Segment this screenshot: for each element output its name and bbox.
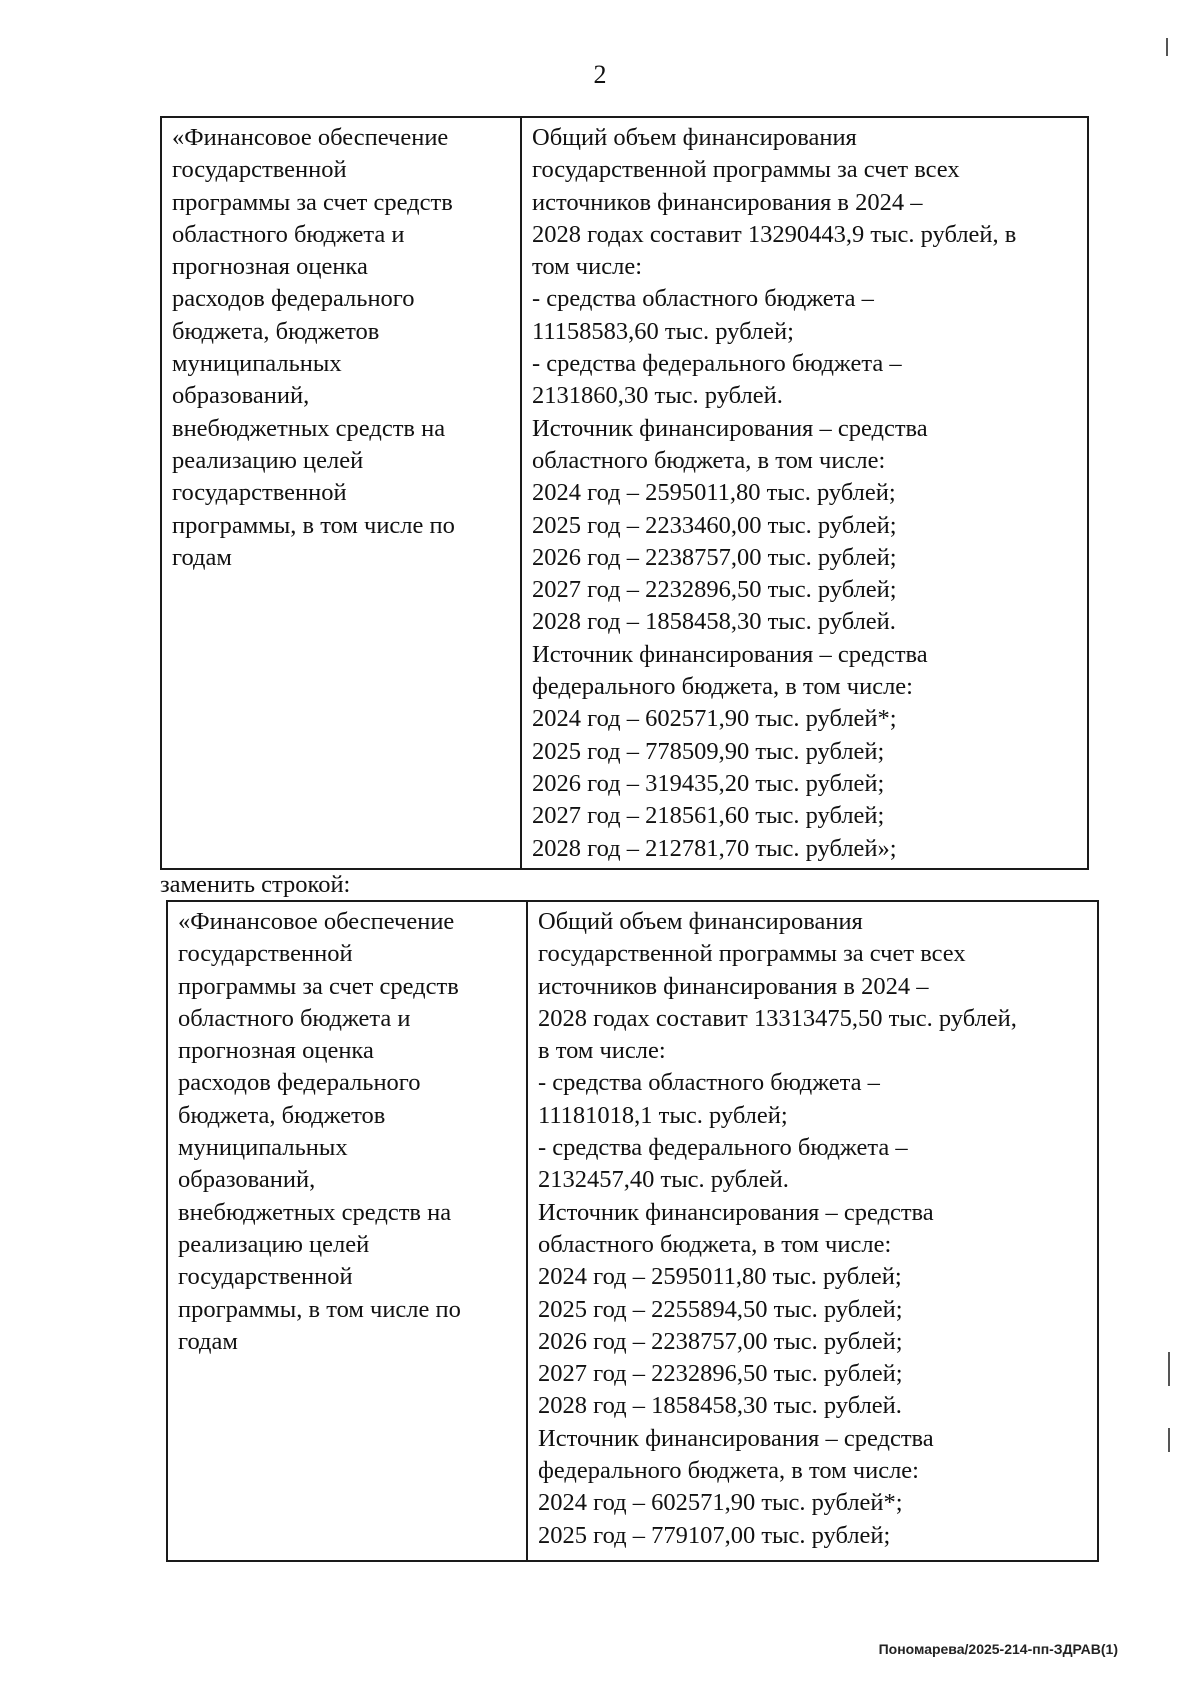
text-line: Общий объем финансирования xyxy=(538,908,863,935)
text-line: образований, xyxy=(172,382,310,410)
text-line: годам xyxy=(172,543,232,571)
text-line: 2026 год – 319435,20 тыс. рублей; xyxy=(532,769,885,797)
text-line: Источник финансирования – средства xyxy=(532,640,928,668)
content-cell xyxy=(527,901,1098,1561)
text-line: 2025 год – 2233460,00 тыс. рублей; xyxy=(532,511,897,539)
text-line: - средства областного бюджета – xyxy=(538,1069,880,1097)
text-line: реализацию целей xyxy=(172,446,364,474)
financing-table-new xyxy=(166,900,1099,1562)
table-row xyxy=(167,901,1098,1561)
text-line: источников финансирования в 2024 – xyxy=(532,188,923,216)
text-line: - средства федерального бюджета – xyxy=(532,350,902,378)
text-line: программы за счет средств xyxy=(172,188,453,216)
text-line: 2131860,30 тыс. рублей. xyxy=(532,382,783,410)
table-row xyxy=(161,117,1088,869)
text-line: 2024 год – 2595011,80 тыс. рублей; xyxy=(538,1263,902,1291)
document-reference: Пономарева/2025-214-пп-ЗДРАВ(1) xyxy=(878,1641,1118,1657)
text-line: государственной xyxy=(172,479,347,507)
text-line: 2027 год – 2232896,50 тыс. рублей; xyxy=(532,576,897,604)
text-line: 2027 год – 218561,60 тыс. рублей; xyxy=(532,802,885,830)
text-line: прогнозная оценка xyxy=(172,253,368,281)
text-line: областного бюджета и xyxy=(178,1004,411,1032)
text-line: - средства областного бюджета – xyxy=(532,285,874,313)
text-line: 11158583,60 тыс. рублей; xyxy=(532,317,794,345)
text-line: реализацию целей xyxy=(178,1230,370,1258)
text-line: внебюджетных средств на xyxy=(178,1198,452,1226)
text-line: Источник финансирования – средства xyxy=(532,414,928,442)
text-line: внебюджетных средств на xyxy=(172,414,446,442)
text-line: источников финансирования в 2024 – xyxy=(538,972,929,1000)
text-line: 2025 год – 778509,90 тыс. рублей; xyxy=(532,737,885,765)
text-line: 2025 год – 2255894,50 тыс. рублей; xyxy=(538,1295,903,1323)
replace-caption: заменить строкой: xyxy=(160,871,351,898)
text-line: федерального бюджета, в том числе: xyxy=(538,1457,919,1485)
text-line: муниципальных xyxy=(178,1134,348,1162)
text-line: прогнозная оценка xyxy=(178,1037,374,1065)
text-line: 2028 год – 1858458,30 тыс. рублей. xyxy=(538,1392,902,1420)
text-line: том числе: xyxy=(532,253,643,281)
text-line: программы, в том числе по xyxy=(172,511,455,539)
text-line: «Финансовое обеспечение xyxy=(178,908,455,935)
text-line: Источник финансирования – средства xyxy=(538,1198,934,1226)
label-text xyxy=(178,906,518,1358)
text-line: 11181018,1 тыс. рублей; xyxy=(538,1101,788,1129)
label-cell xyxy=(167,901,527,1561)
text-line: 2024 год – 2595011,80 тыс. рублей; xyxy=(532,479,896,507)
text-line: - средства федерального бюджета – xyxy=(538,1134,908,1162)
scan-mark xyxy=(1168,1352,1170,1386)
text-line: программы, в том числе по xyxy=(178,1295,461,1323)
text-line: 2028 годах составит 13290443,9 тыс. рублей, в xyxy=(532,220,1017,248)
text-line: бюджета, бюджетов xyxy=(178,1101,386,1129)
text-line: годам xyxy=(178,1327,238,1355)
text-line: федерального бюджета, в том числе: xyxy=(532,673,913,701)
label-cell xyxy=(161,117,521,869)
text-line: в том числе: xyxy=(538,1037,666,1065)
text-line: 2028 год – 212781,70 тыс. рублей»; xyxy=(532,834,897,862)
text-line: 2028 год – 1858458,30 тыс. рублей. xyxy=(532,608,896,636)
scan-mark xyxy=(1166,38,1168,56)
text-line: областного бюджета и xyxy=(172,220,405,248)
financing-table-old xyxy=(160,116,1089,870)
text-line: 2026 год – 2238757,00 тыс. рублей; xyxy=(538,1327,903,1355)
content-text xyxy=(538,906,1089,1552)
label-text xyxy=(172,122,512,574)
scan-mark xyxy=(1168,1428,1170,1452)
page-number: 2 xyxy=(593,60,607,89)
text-line: 2027 год – 2232896,50 тыс. рублей; xyxy=(538,1360,903,1388)
text-line: «Финансовое обеспечение xyxy=(172,124,449,151)
text-line: муниципальных xyxy=(172,350,342,378)
content-cell xyxy=(521,117,1088,869)
text-line: областного бюджета, в том числе: xyxy=(532,446,886,474)
text-line: расходов федерального xyxy=(172,285,415,313)
text-line: 2025 год – 779107,00 тыс. рублей; xyxy=(538,1521,891,1549)
text-line: образований, xyxy=(178,1166,316,1194)
text-line: 2028 годах составит 13313475,50 тыс. рублей, xyxy=(538,1004,1017,1032)
text-line: бюджета, бюджетов xyxy=(172,317,380,345)
text-line: областного бюджета, в том числе: xyxy=(538,1230,892,1258)
text-line: расходов федерального xyxy=(178,1069,421,1097)
text-line: 2026 год – 2238757,00 тыс. рублей; xyxy=(532,543,897,571)
text-line: государственной xyxy=(172,156,347,184)
text-line: 2024 год – 602571,90 тыс. рублей*; xyxy=(532,705,897,733)
text-line: Источник финансирования – средства xyxy=(538,1424,934,1452)
text-line: государственной программы за счет всех xyxy=(538,940,966,968)
text-line: государственной xyxy=(178,1263,353,1291)
text-line: государственной xyxy=(178,940,353,968)
text-line: программы за счет средств xyxy=(178,972,459,1000)
text-line: Общий объем финансирования xyxy=(532,124,857,151)
text-line: 2024 год – 602571,90 тыс. рублей*; xyxy=(538,1489,903,1517)
text-line: 2132457,40 тыс. рублей. xyxy=(538,1166,789,1194)
text-line: государственной программы за счет всех xyxy=(532,156,960,184)
content-text xyxy=(532,122,1079,865)
